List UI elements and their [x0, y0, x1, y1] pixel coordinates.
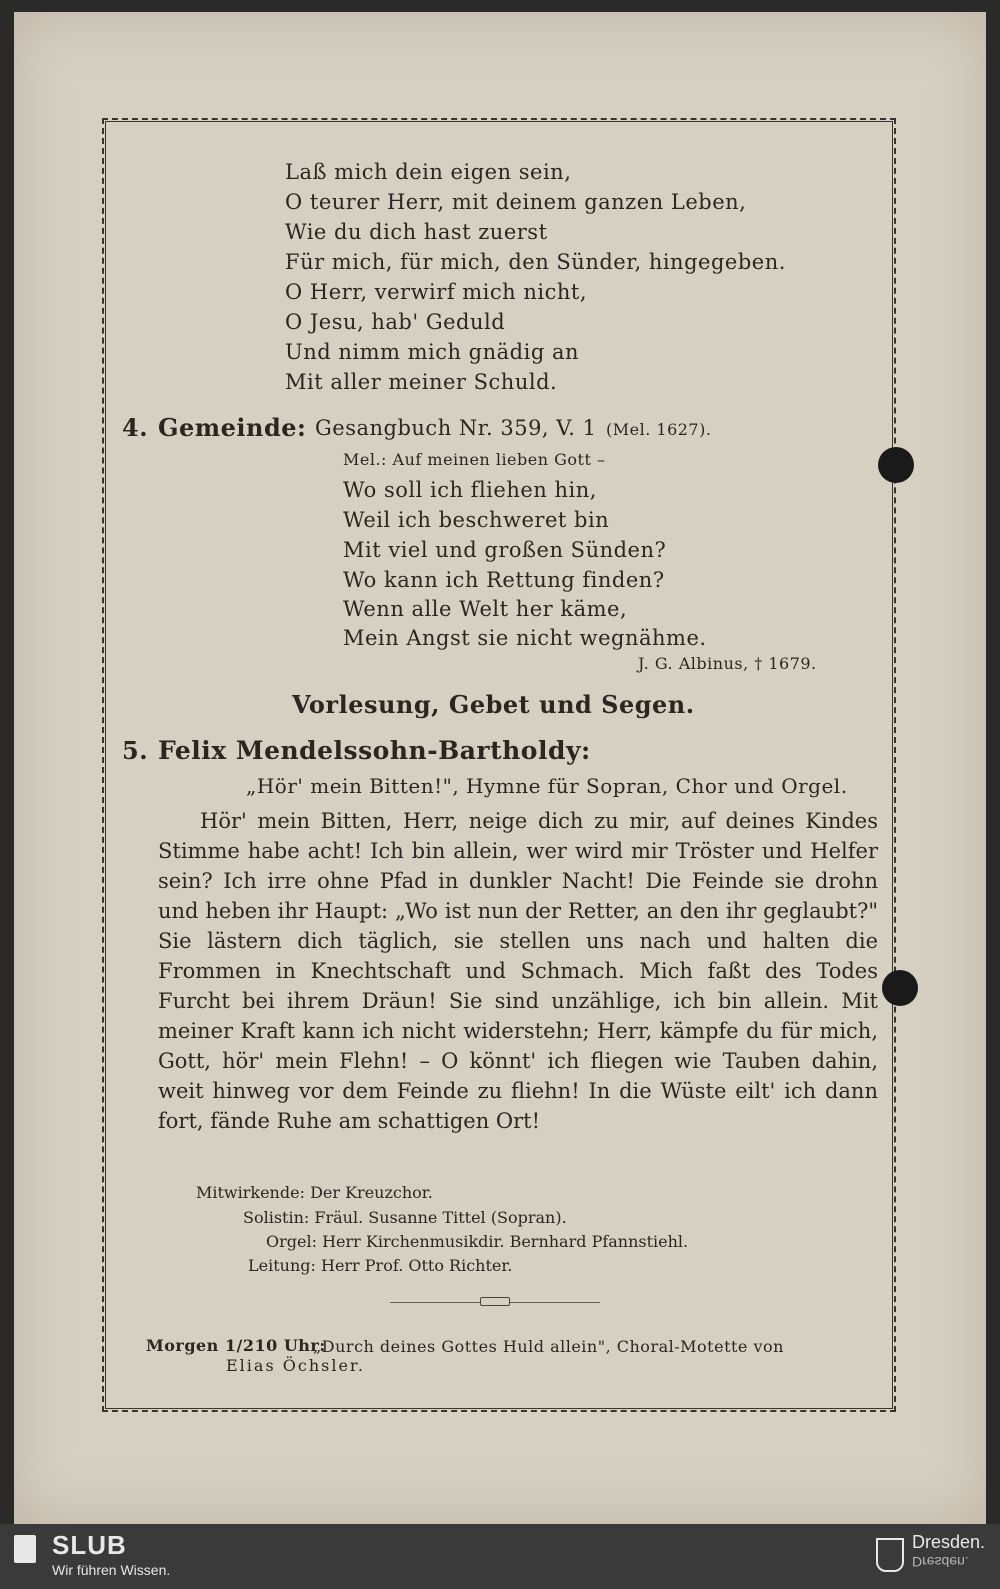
- city-name: Dresden.: [912, 1532, 986, 1552]
- composer-name: Felix Mendelssohn-Bartholdy:: [158, 736, 591, 765]
- melody-name: Mel.: Auf meinen lieben Gott –: [343, 450, 606, 469]
- verse-line: Mit aller meiner Schuld.: [285, 370, 558, 394]
- punch-hole: [878, 447, 914, 483]
- verse-line: O teurer Herr, mit deinem ganzen Leben,: [285, 190, 747, 214]
- verse-line: O Herr, verwirf mich nicht,: [285, 280, 587, 304]
- item-number: 4.: [122, 413, 149, 442]
- brand-name: SLUB: [52, 1530, 127, 1560]
- verse-line: Mein Angst sie nicht wegnähme.: [343, 626, 707, 650]
- announcement-text: „Durch deines Gottes Huld allein", Choral-Motette von: [313, 1337, 784, 1356]
- credit-row: [243, 1208, 567, 1227]
- credit-label: Orgel:: [266, 1232, 317, 1251]
- announcement-lead: Morgen 1/210 Uhr:: [146, 1336, 326, 1355]
- verse-line: Und nimm mich gnädig an: [285, 340, 579, 364]
- melody-number: (Mel. 1627).: [606, 420, 712, 439]
- credit-row: [266, 1232, 688, 1251]
- brand-tagline: Wir führen Wissen.: [52, 1562, 171, 1578]
- credit-row: [248, 1256, 512, 1275]
- verse-line: O Jesu, hab' Geduld: [285, 310, 506, 334]
- credit-label: Mitwirkende:: [196, 1183, 305, 1202]
- section-heading: Vorlesung, Gebet und Segen.: [292, 690, 695, 719]
- work-title: „Hör' mein Bitten!", Hymne für Sopran, Chor und Orgel.: [246, 774, 848, 798]
- credit-label: Solistin:: [243, 1208, 310, 1227]
- verse-line: Laß mich dein eigen sein,: [285, 160, 572, 184]
- credit-label: Leitung:: [248, 1256, 316, 1275]
- hymn-source: Gesangbuch Nr. 359, V. 1: [315, 416, 597, 440]
- credit-value: Der Kreuzchor.: [310, 1183, 433, 1202]
- verse-line: Weil ich beschweret bin: [343, 508, 610, 532]
- footer-bar: [0, 1524, 1000, 1589]
- city-name-mirror: Dresden.: [912, 1554, 969, 1570]
- credit-value: Herr Kirchenmusikdir. Bernhard Pfannstiehl.: [322, 1232, 689, 1251]
- verse-line: Wenn alle Welt her käme,: [343, 597, 628, 621]
- hymn-author: J. G. Albinus, † 1679.: [638, 654, 817, 673]
- announcement-composer: Elias Öchsler.: [226, 1356, 365, 1375]
- verse-line: Wo kann ich Rettung finden?: [343, 568, 665, 592]
- city-crest-icon: [876, 1538, 904, 1572]
- verse-line: Wo soll ich fliehen hin,: [343, 478, 597, 502]
- credit-value: Herr Prof. Otto Richter.: [320, 1256, 513, 1275]
- credit-row: [196, 1183, 433, 1202]
- punch-hole: [882, 970, 918, 1006]
- divider-ornament: [480, 1297, 510, 1306]
- verse-line: Für mich, für mich, den Sünder, hingegeben.: [285, 250, 786, 274]
- credit-value: Fräul. Susanne Tittel (Sopran).: [314, 1208, 567, 1227]
- item-number: 5.: [122, 736, 149, 765]
- slub-logo-icon: [14, 1535, 36, 1563]
- verse-line: Wie du dich hast zuerst: [285, 220, 548, 244]
- verse-line: Mit viel und großen Sünden?: [343, 538, 667, 562]
- hymn-text: Hör' mein Bitten, Herr, neige dich zu mir, auf deines Kindes Stimme habe acht! Ich bin allein, wer wird mir Tröster und Helfer sein? Ich irre ohne Pfad in dunkler Nacht! Die Feinde sie drohn und heben ihr Haupt: „Wo ist nun der Retter, an den ihr geglaubt?" Sie lästern dich täglich, sie stellen uns nach und halten die Frommen in Knechtschaft und Schmach. Mich faßt des Todes Furcht bei ihrem Dräun! Sie sind unzählige, ich bin allein. Mit meiner Kraft kann ich nicht widerstehn; Herr, kämpfe du für mich, Gott, hör' mein Flehn! – O könnt' ich fliegen wie Tauben dahin, weit hinweg vor dem Feinde zu fliehn! In die Wüste eilt' ich dann fort, fände Ruhe am schattigen Ort!: [158, 809, 878, 1133]
- item-heading: Gemeinde:: [158, 413, 307, 442]
